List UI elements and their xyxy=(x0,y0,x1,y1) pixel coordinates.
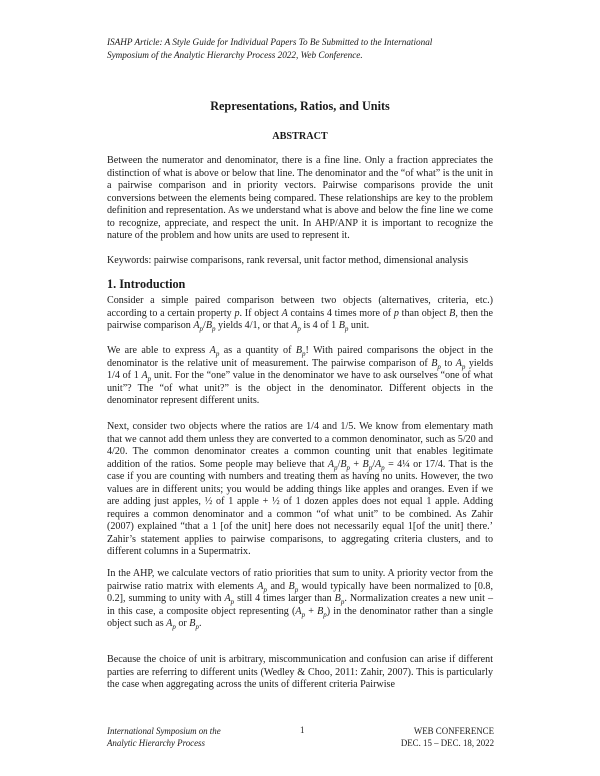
footer-conference-name xyxy=(107,725,221,749)
intro-paragraph-1: Consider a simple paired comparison between two objects (alternatives, criteria, etc.) according to a certain property p. If object A contains 4 times more of p than object B, then the pairwise comparison $A_p/B_p$ yields 4/1, or that $A_p$ is 4 of 1 $B_p$ unit. xyxy=(107,295,494,334)
paper-title: Representations, Ratios, and Units xyxy=(210,99,390,113)
footer-left-line-1: International Symposium on the xyxy=(107,726,221,736)
footer-conference-dates xyxy=(400,725,494,749)
footer-right-line-2: DEC. 15 – DEC. 18, 2022 xyxy=(400,738,494,748)
header-line-1: ISAHP Article: A Style Guide for Individual Papers To Be Submitted to the International xyxy=(107,37,433,47)
running-header xyxy=(107,36,507,62)
intro-paragraph-3: Next, consider two objects where the ratios are 1/4 and 1/5. We know from elementary math that we cannot add them unless they are converted to a common denominator, such as 5/20 and 4/20. The common denominator creates a common counting unit that enables legitimate addition of the ratios. Some people may believe that $A_p/B_p + B_p/A_p$ = 4¼ or 17/4. That is the case if you are counting with numbers and treating them as having no units. However, the two values are in different units; you would be adding things like apples and oranges. Even if we are adding just apples, ½ of 1 apple + ½ of 1 dozen apples does not equal 1 apple. Adding requires a common denominator and a common “of what unit” to be combined. As Zahir (2007) explained “that a 1 [of the unit] here does not necessarily equal 1[of the unit] there.’ Zahir’s statement applies to pairwise comparisons, to aggregating criteria clusters, and to different columns in a Supermatrix. xyxy=(107,421,494,557)
intro-paragraph-2: We are able to express $A_p$ as a quantity of $B_p$! With paired comparisons the object in the denominator is the relative unit of measurement. The pairwise comparison of $B_p$ to $A_p$ yields 1/4 of 1 $A_p$ unit. For the “one” value in the denominator we have to ask ourselves “one of what unit”? The “of what unit?” is the object in the denominator. Different objects in the denominator represent different units. xyxy=(107,345,493,406)
section-heading-introduction: 1. Introduction xyxy=(107,277,186,291)
abstract-heading: ABSTRACT xyxy=(272,131,328,142)
footer-left-line-2: Analytic Hierarchy Process xyxy=(107,738,205,748)
abstract-paragraph: Between the numerator and denominator, there is a fine line. Only a fraction appreciates the distinction of what is above or below that line. The denominator and the “of what” is the unit in a pairwise comparison and in priority vectors. Pairwise comparisons provide the unit conversions between the elements being compared. These relationships are key to the problem definition and representation. As we understand what is above and below the fine line we come to recognize, appreciate, and respect the unit. In AHP/ANP it is important to recognize the nature of the problem and how units are used to represent it. xyxy=(107,155,493,241)
intro-paragraph-4: In the AHP, we calculate vectors of ratio priorities that sum to unity. A priority vector from the pairwise ratio matrix with elements $A_p$ and $B_p$ would typically have been normalized to [0.8, 0.2], summing to unity with $A_p$ still 4 times larger than $B_p$. Normalization creates a new unit – in this case, a composite object representing $(A_p + B_p)$ in the denominator rather than a single object such as $A_p$ or $B_p$. xyxy=(107,568,493,632)
keywords-line: Keywords: pairwise comparisons, rank reversal, unit factor method, dimensional analysis xyxy=(107,255,469,266)
header-line-2: Symposium of the Analytic Hierarchy Process 2022, Web Conference. xyxy=(107,50,363,60)
footer-right-line-1: WEB CONFERENCE xyxy=(413,726,494,736)
page-number: 1 xyxy=(300,725,305,735)
intro-paragraph-5: Because the choice of unit is arbitrary, miscommunication and confusion can arise if different parties are referring to different units (Wedley & Choo, 2011: Zahir, 2007). This is particularly the case when aggregating across the units of different criteria Pairwise xyxy=(107,654,493,690)
